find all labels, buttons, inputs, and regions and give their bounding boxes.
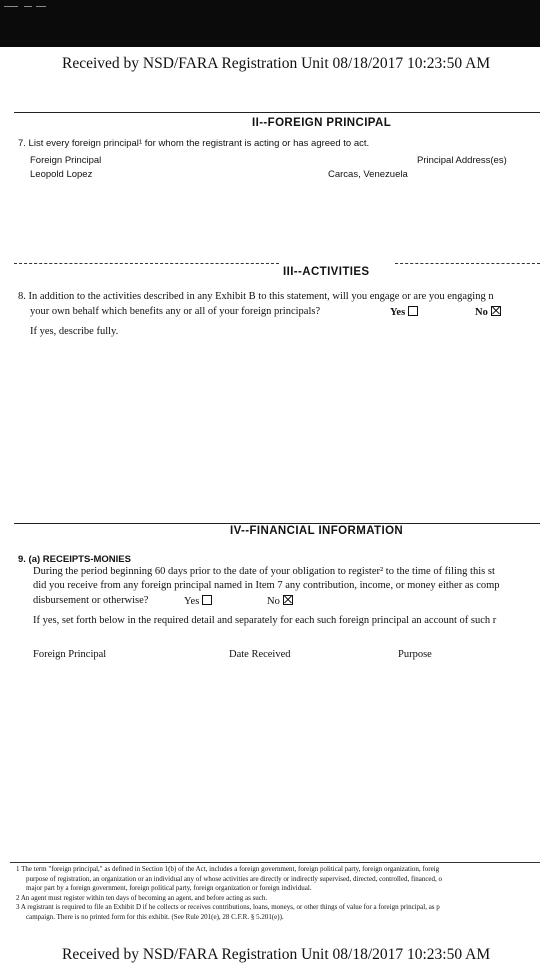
scan-artifact <box>4 6 18 7</box>
q9-no-option <box>267 595 293 607</box>
footnote-1-line-2: purpose of registration, an organization or an individual any of whose activities are directly or indirectly supervised, directed, controlled, financed, o <box>26 874 443 883</box>
column-foreign-principal-9: Foreign Principal <box>33 649 107 660</box>
scan-artifact <box>24 6 32 7</box>
received-stamp-footer: Received by NSD/FARA Registration Unit 08/18/2017 10:23:50 AM <box>62 946 491 963</box>
q8-yes-checkbox[interactable] <box>408 306 418 316</box>
scan-dark-band <box>0 0 540 47</box>
q8-no-checkbox[interactable] <box>491 306 501 316</box>
q8-no-label: No <box>475 307 488 318</box>
footnote-3-line-1: 3 A registrant is required to file an Exhibit D if he collects or receives contributions, loans, moneys, or other things of value for a foreign principal, as p <box>16 903 440 911</box>
footnote-1 <box>16 865 442 922</box>
footnote-3-line-2: campaign. There is no printed form for this exhibit. (See Rule 201(e), 28 C.F.R. § 5.201(e)). <box>26 912 284 921</box>
section-title-activities: III--ACTIVITIES <box>283 266 370 278</box>
section-divider <box>14 263 279 265</box>
column-foreign-principal: Foreign Principal <box>30 155 102 166</box>
q8-yes-option <box>390 306 418 318</box>
footnote-2: 2 An agent must register within ten days of becoming an agent, and before acting as such. <box>16 893 268 902</box>
principal-address: Carcas, Venezuela <box>328 169 408 180</box>
section-title-foreign-principal: II--FOREIGN PRINCIPAL <box>252 117 392 129</box>
section-divider <box>395 263 540 265</box>
column-date-received: Date Received <box>229 649 291 660</box>
question-9a-line-2: did you receive from any foreign principal named in Item 7 any contribution, income, or money either as comp <box>33 580 500 591</box>
column-principal-address: Principal Address(es) <box>417 155 507 166</box>
q9-yes-option <box>184 595 212 607</box>
question-9a-heading: 9. (a) RECEIPTS-MONIES <box>18 554 131 565</box>
scan-artifact <box>36 6 46 7</box>
column-purpose: Purpose <box>398 649 432 660</box>
question-8-line-1: 8. In addition to the activities described in any Exhibit B to this statement, will you engage or are you engaging n <box>18 291 494 302</box>
q8-if-yes-instruction: If yes, describe fully. <box>30 326 119 337</box>
q9-no-label: No <box>267 596 280 607</box>
section-title-financial-information: IV--FINANCIAL INFORMATION <box>230 525 404 537</box>
footnote-1-line-1: 1 The term "foreign principal," as defined in Section 1(b) of the Act, includes a foreign government, foreign political party, foreign organization, foreig <box>16 865 440 873</box>
question-9a-line-1: During the period beginning 60 days prior to the date of your obligation to register² to the time of filing this st <box>33 566 495 577</box>
q8-yes-label: Yes <box>390 307 406 318</box>
principal-name: Leopold Lopez <box>30 169 93 180</box>
question-7: 7. List every foreign principal¹ for whom the registrant is acting or has agreed to act. <box>18 138 370 149</box>
question-8-line-2: your own behalf which benefits any or all of your foreign principals? <box>30 306 321 317</box>
q9-no-checkbox[interactable] <box>283 595 293 605</box>
question-9a-line-3: disbursement or otherwise? <box>33 595 149 606</box>
q9-yes-checkbox[interactable] <box>202 595 212 605</box>
footnote-divider <box>10 862 540 864</box>
q9-if-yes-instruction: If yes, set forth below in the required detail and separately for each such foreign principal an account of such r <box>33 615 497 626</box>
q9-yes-label: Yes <box>184 596 200 607</box>
footnote-1-line-3: major part by a foreign government, foreign political party, foreign organization or foreign individual. <box>26 884 312 892</box>
q8-no-option <box>475 306 501 318</box>
received-stamp-header: Received by NSD/FARA Registration Unit 08/18/2017 10:23:50 AM <box>62 55 491 72</box>
section-divider <box>14 523 540 524</box>
section-divider <box>14 112 540 113</box>
